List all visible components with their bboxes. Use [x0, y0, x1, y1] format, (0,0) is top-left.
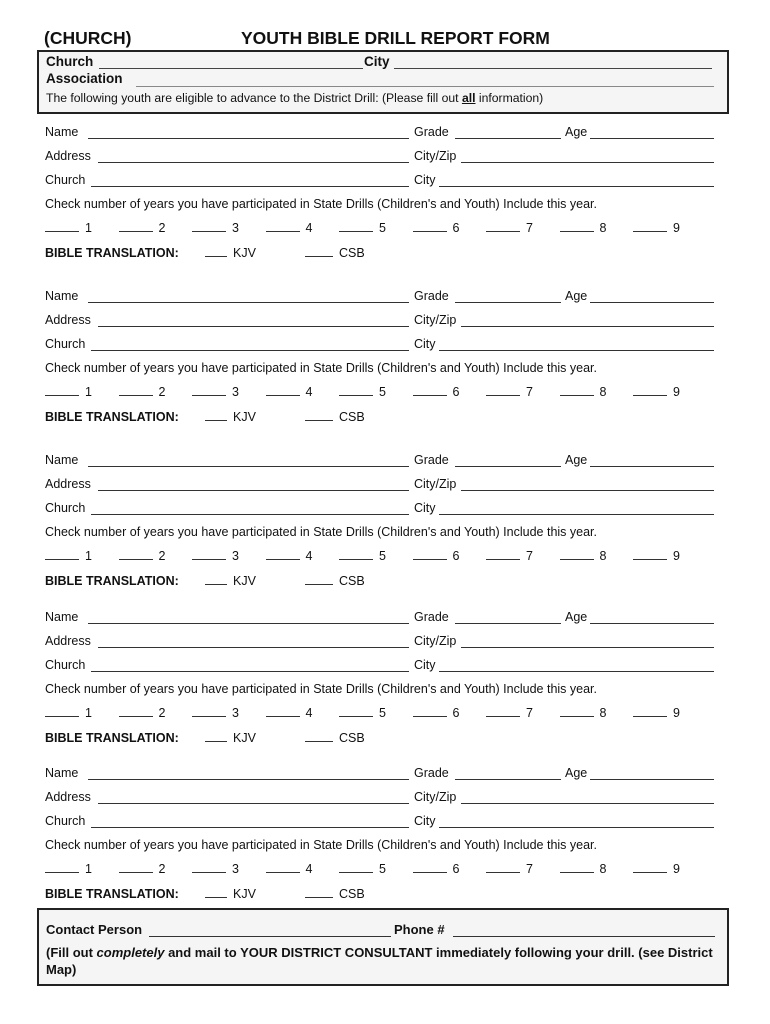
- year-option[interactable]: 6: [413, 549, 460, 563]
- age-field[interactable]: [590, 779, 714, 780]
- name-field[interactable]: [88, 779, 409, 780]
- youth-entry: [45, 123, 715, 273]
- name-label: Name: [45, 766, 79, 780]
- address-field[interactable]: [98, 647, 409, 648]
- name-field[interactable]: [88, 138, 409, 139]
- years-instructions: Check number of years you have participated in State Drills (Children's and Youth) Include this year.: [45, 525, 597, 539]
- kjv-option[interactable]: KJV: [205, 887, 256, 901]
- address-label: Address: [45, 477, 91, 491]
- address-field[interactable]: [98, 162, 409, 163]
- kjv-option[interactable]: KJV: [205, 410, 256, 424]
- grade-label: Grade: [414, 766, 449, 780]
- youth-entry: [45, 287, 715, 437]
- bible-translation-label: BIBLE TRANSLATION:: [45, 246, 179, 260]
- address-label: Address: [45, 149, 91, 163]
- year-option[interactable]: 2: [119, 862, 166, 876]
- cityzip-field[interactable]: [461, 803, 714, 804]
- grade-label: Grade: [414, 453, 449, 467]
- address-label: Address: [45, 313, 91, 327]
- church-field[interactable]: [91, 671, 409, 672]
- bible-translation-label: BIBLE TRANSLATION:: [45, 731, 179, 745]
- header-box: [37, 50, 729, 114]
- church-tag: (CHURCH): [44, 28, 132, 48]
- city-label: City: [414, 337, 436, 351]
- age-label: Age: [565, 453, 588, 467]
- year-option[interactable]: 3: [192, 549, 239, 563]
- year-option[interactable]: 8: [560, 221, 607, 235]
- city-field[interactable]: [439, 514, 714, 515]
- year-option[interactable]: 1: [45, 706, 92, 720]
- year-option[interactable]: 1: [45, 862, 92, 876]
- youth-entry: [45, 608, 715, 758]
- association-field[interactable]: [136, 86, 714, 87]
- grade-field[interactable]: [455, 302, 561, 303]
- year-option[interactable]: 8: [560, 549, 607, 563]
- grade-label: Grade: [414, 610, 449, 624]
- address-label: Address: [45, 634, 91, 648]
- mail-instructions: (Fill out completely and mail to YOUR DISTRICT CONSULTANT immediately following your drill. (see District Map): [46, 945, 713, 977]
- year-option[interactable]: 5: [339, 862, 386, 876]
- age-label: Age: [565, 766, 588, 780]
- year-option[interactable]: 7: [486, 549, 533, 563]
- age-label: Age: [565, 125, 588, 139]
- year-option[interactable]: 4: [266, 862, 313, 876]
- year-option[interactable]: 2: [119, 706, 166, 720]
- contact-field[interactable]: [149, 936, 391, 937]
- year-option[interactable]: 9: [633, 385, 680, 399]
- city-field[interactable]: [394, 68, 712, 69]
- age-field[interactable]: [590, 138, 714, 139]
- city-label: City: [414, 814, 436, 828]
- address-field[interactable]: [98, 803, 409, 804]
- year-option[interactable]: 2: [119, 385, 166, 399]
- church-label: Church: [46, 54, 94, 69]
- name-label: Name: [45, 610, 79, 624]
- grade-label: Grade: [414, 125, 449, 139]
- church-label: Church: [45, 337, 86, 351]
- year-option[interactable]: 5: [339, 549, 386, 563]
- year-option[interactable]: 4: [266, 221, 313, 235]
- grade-field[interactable]: [455, 623, 561, 624]
- year-option[interactable]: 2: [119, 221, 166, 235]
- year-option[interactable]: 2: [119, 549, 166, 563]
- bible-translation-label: BIBLE TRANSLATION:: [45, 410, 179, 424]
- year-option[interactable]: 9: [633, 549, 680, 563]
- grade-field[interactable]: [455, 466, 561, 467]
- phone-field[interactable]: [453, 936, 715, 937]
- church-field[interactable]: [91, 514, 409, 515]
- association-label: Association: [46, 71, 123, 86]
- years-instructions: Check number of years you have participated in State Drills (Children's and Youth) Include this year.: [45, 361, 597, 375]
- phone-label: Phone #: [394, 922, 445, 937]
- cityzip-label: City/Zip: [414, 149, 457, 163]
- year-option[interactable]: 8: [560, 862, 607, 876]
- cityzip-field[interactable]: [461, 490, 714, 491]
- address-label: Address: [45, 790, 91, 804]
- church-field[interactable]: [91, 827, 409, 828]
- kjv-option[interactable]: KJV: [205, 574, 256, 588]
- cityzip-label: City/Zip: [414, 313, 457, 327]
- city-field[interactable]: [439, 827, 714, 828]
- years-instructions: Check number of years you have participated in State Drills (Children's and Youth) Include this year.: [45, 197, 597, 211]
- year-option[interactable]: 7: [486, 706, 533, 720]
- year-option[interactable]: 7: [486, 221, 533, 235]
- year-option[interactable]: 9: [633, 221, 680, 235]
- footer-box: [37, 908, 729, 986]
- grade-field[interactable]: [455, 779, 561, 780]
- year-option[interactable]: 7: [486, 862, 533, 876]
- youth-entry: [45, 451, 715, 601]
- church-label: Church: [45, 173, 86, 187]
- year-option[interactable]: 5: [339, 221, 386, 235]
- kjv-option[interactable]: KJV: [205, 246, 256, 260]
- contact-label: Contact Person: [46, 922, 143, 937]
- age-label: Age: [565, 610, 588, 624]
- name-field[interactable]: [88, 466, 409, 467]
- city-label: City: [364, 54, 390, 69]
- eligibility-note: The following youth are eligible to advance to the District Drill: (Please fill out all information): [46, 91, 544, 105]
- year-option[interactable]: 5: [339, 385, 386, 399]
- years-instructions: Check number of years you have participated in State Drills (Children's and Youth) Include this year.: [45, 682, 597, 696]
- year-option[interactable]: 6: [413, 862, 460, 876]
- city-label: City: [414, 658, 436, 672]
- age-label: Age: [565, 289, 588, 303]
- title-row: [44, 28, 724, 50]
- year-option[interactable]: 1: [45, 221, 92, 235]
- cityzip-label: City/Zip: [414, 634, 457, 648]
- grade-label: Grade: [414, 289, 449, 303]
- year-option[interactable]: 9: [633, 706, 680, 720]
- year-option[interactable]: 3: [192, 385, 239, 399]
- cityzip-field[interactable]: [461, 326, 714, 327]
- bible-translation-label: BIBLE TRANSLATION:: [45, 887, 179, 901]
- name-field[interactable]: [88, 623, 409, 624]
- age-field[interactable]: [590, 302, 714, 303]
- bible-translation-label: BIBLE TRANSLATION:: [45, 574, 179, 588]
- age-field[interactable]: [590, 466, 714, 467]
- cityzip-field[interactable]: [461, 162, 714, 163]
- church-field[interactable]: [99, 68, 363, 69]
- church-field[interactable]: [91, 350, 409, 351]
- year-option[interactable]: 7: [486, 385, 533, 399]
- name-label: Name: [45, 453, 79, 467]
- city-label: City: [414, 501, 436, 515]
- year-option[interactable]: 3: [192, 706, 239, 720]
- city-field[interactable]: [439, 350, 714, 351]
- grade-field[interactable]: [455, 138, 561, 139]
- address-field[interactable]: [98, 490, 409, 491]
- year-option[interactable]: 4: [266, 385, 313, 399]
- year-option[interactable]: 4: [266, 706, 313, 720]
- kjv-option[interactable]: KJV: [205, 731, 256, 745]
- church-field[interactable]: [91, 186, 409, 187]
- csb-option[interactable]: CSB: [305, 887, 365, 901]
- year-option[interactable]: 8: [560, 385, 607, 399]
- name-field[interactable]: [88, 302, 409, 303]
- year-option[interactable]: 1: [45, 385, 92, 399]
- cityzip-label: City/Zip: [414, 477, 457, 491]
- year-option[interactable]: 5: [339, 706, 386, 720]
- year-option[interactable]: 4: [266, 549, 313, 563]
- year-option[interactable]: 3: [192, 862, 239, 876]
- year-option[interactable]: 3: [192, 221, 239, 235]
- church-label: Church: [45, 658, 86, 672]
- cityzip-label: City/Zip: [414, 790, 457, 804]
- csb-option[interactable]: CSB: [305, 731, 365, 745]
- address-field[interactable]: [98, 326, 409, 327]
- church-label: Church: [45, 501, 86, 515]
- city-label: City: [414, 173, 436, 187]
- page-title: YOUTH BIBLE DRILL REPORT FORM: [241, 28, 550, 48]
- year-option[interactable]: 8: [560, 706, 607, 720]
- csb-option[interactable]: CSB: [305, 410, 365, 424]
- church-label: Church: [45, 814, 86, 828]
- city-field[interactable]: [439, 186, 714, 187]
- youth-entry: [45, 764, 715, 914]
- year-option[interactable]: 6: [413, 221, 460, 235]
- city-field[interactable]: [439, 671, 714, 672]
- year-option[interactable]: 1: [45, 549, 92, 563]
- year-option[interactable]: 6: [413, 385, 460, 399]
- csb-option[interactable]: CSB: [305, 246, 365, 260]
- year-option[interactable]: 9: [633, 862, 680, 876]
- years-instructions: Check number of years you have participated in State Drills (Children's and Youth) Include this year.: [45, 838, 597, 852]
- age-field[interactable]: [590, 623, 714, 624]
- name-label: Name: [45, 289, 79, 303]
- cityzip-field[interactable]: [461, 647, 714, 648]
- csb-option[interactable]: CSB: [305, 574, 365, 588]
- name-label: Name: [45, 125, 79, 139]
- year-option[interactable]: 6: [413, 706, 460, 720]
